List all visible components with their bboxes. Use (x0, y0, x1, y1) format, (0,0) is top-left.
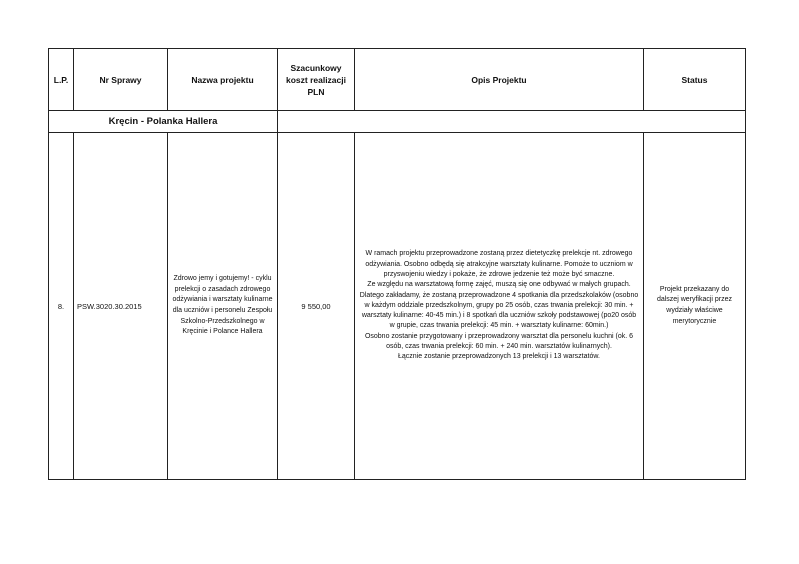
location-row (49, 111, 746, 133)
header-koszt-line3: PLN (307, 86, 325, 97)
location-label: Kręcin - Polanka Hallera (49, 111, 278, 133)
header-koszt-line1: Szacunkowy (290, 62, 342, 73)
opis-paragraph: W ramach projektu przeprowadzone zostaną przez dietetyczkę prelekcje nt. zdrowego odżywiania. Osobno odbędą się atrakcyjne warsztaty kulinarne. Pomoże to uczniom w przyswojeniu wiedzy i pokaże, że zdrowe jedzenie też może być smaczne. (365, 250, 633, 278)
header-row (49, 49, 746, 111)
header-status: Status (644, 49, 746, 111)
opis-paragraph: Ze względu na warsztatową formę zajęć, muszą się one odbywać w małych grupach. Dlatego zakładamy, że zostaną przeprowadzone 4 spotkania dla przedszkolaków (osobno w każdym oddziale przedszkolnym, grupy po 25 osób, czas trwania prelekcji: 30 min. + warsztaty kulinarne: 40-45 min.) i 8 spotkań dla uczniów szkoły podstawowej (po20 osób w grupie, czas trwania prelekcji: 45 min. + warsztaty kulinarne: 60min.) (359, 281, 639, 330)
header-nazwa-projektu: Nazwa projektu (168, 49, 278, 111)
header-opis-projektu: Opis Projektu (355, 49, 644, 111)
location-empty-cell (278, 111, 746, 133)
header-lp: L.P. (49, 49, 74, 111)
header-koszt-line2: koszt realizacji (285, 74, 346, 85)
opis-paragraph: Osobno zostanie przygotowany i przeprowadzony warsztat dla personelu kuchni (ok. 6 osób, czas trwania prelekcji: 60 min. + 240 min. warsztatów kulinarnych). (364, 332, 634, 351)
row-nazwa-projektu: Zdrowo jemy i gotujemy! - cyklu prelekcji o zasadach zdrowego odżywiania i warsztaty kulinarne dla uczniów i personelu Zespołu Szkolno-Przedszkolnego w Kręcinie i Polance Hallera (168, 133, 278, 480)
row-nr-sprawy: PSW.3020.30.2015 (74, 133, 168, 480)
table-row (49, 133, 746, 480)
header-koszt (278, 49, 355, 111)
row-opis-projektu (355, 133, 644, 480)
projects-table (48, 48, 746, 480)
row-lp: 8. (49, 133, 74, 480)
header-nr-sprawy: Nr Sprawy (74, 49, 168, 111)
row-koszt: 9 550,00 (278, 133, 355, 480)
row-status: Projekt przekazany do dalszej weryfikacji przez wydziały właściwe merytorycznie (644, 133, 746, 480)
opis-paragraph: Łącznie zostanie przeprowadzonych 13 prelekcji i 13 warsztatów. (398, 353, 600, 361)
